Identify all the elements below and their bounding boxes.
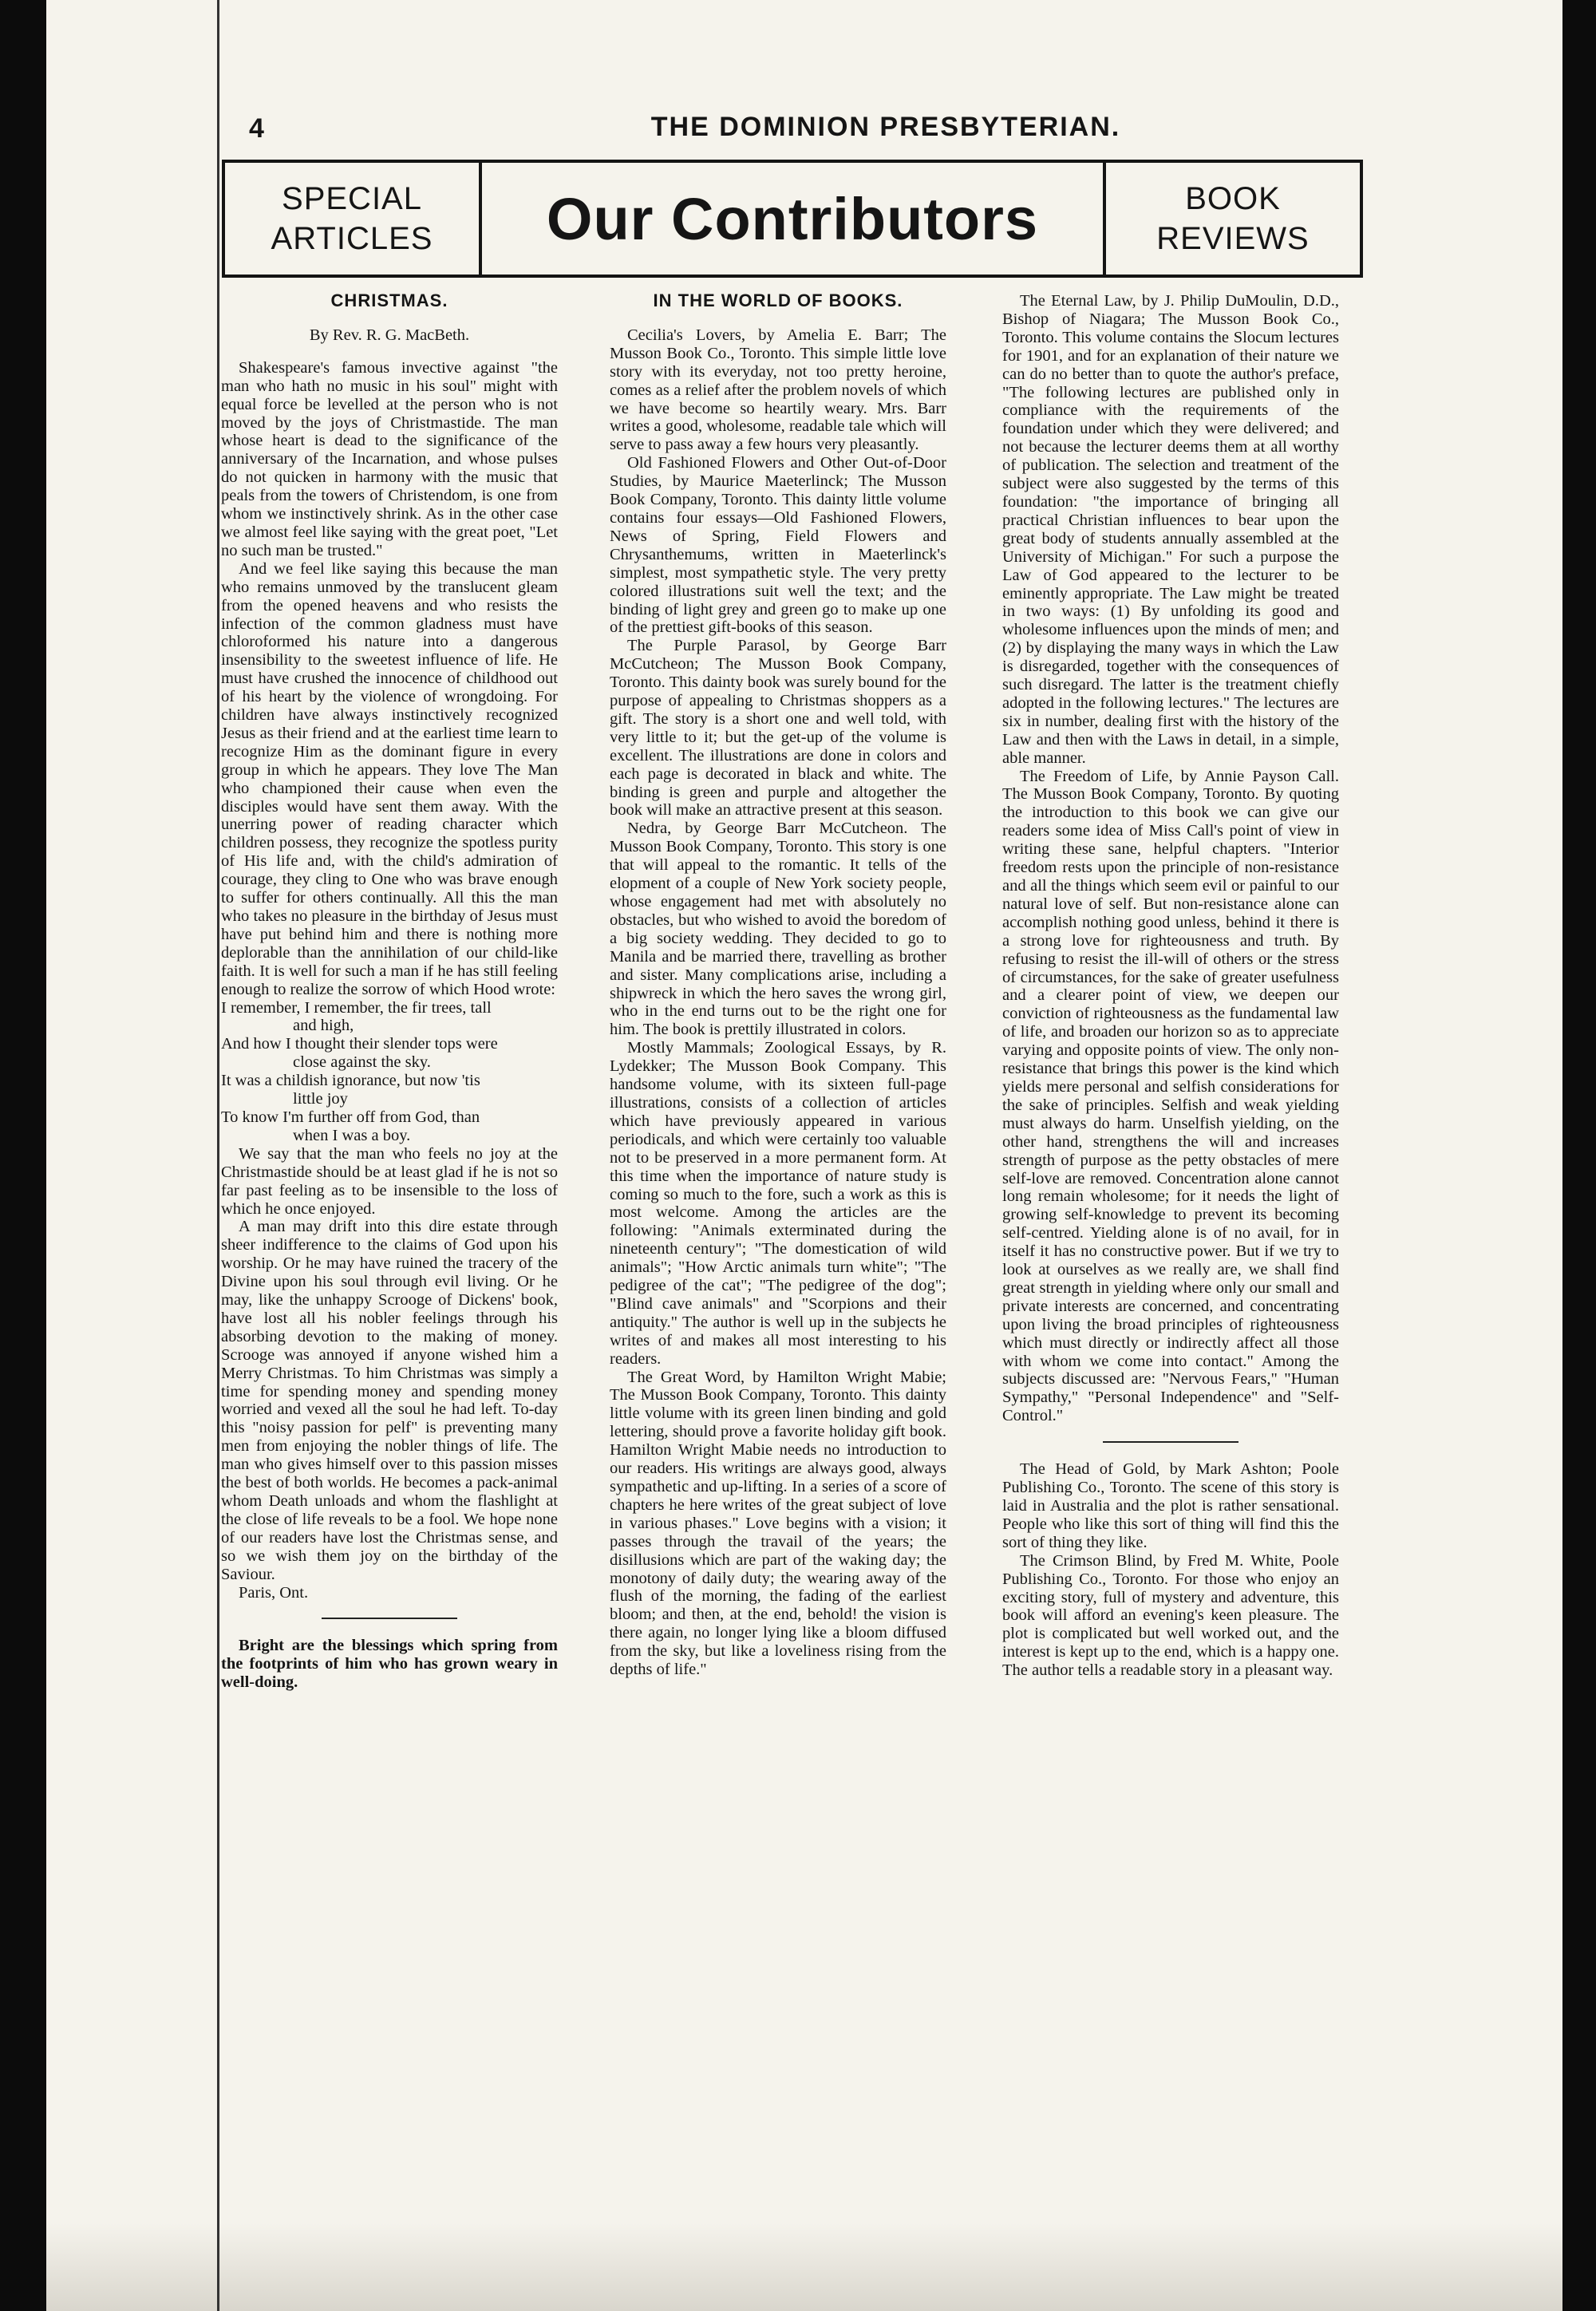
section-banner [222,160,1363,278]
scan-bottom-shading [46,2223,1562,2311]
poem-line: And how I thought their slender tops were [221,1035,498,1053]
banner-left-line1: SPECIAL [282,181,422,216]
banner-right-line1: BOOK [1185,181,1281,216]
poem-line: little joy [293,1090,348,1108]
book-review: Cecilia's Lovers, by Amelia E. Barr; The Musson Book Co., Toronto. This simple little love story with its everyday, not too pretty heroine, comes as a relief after the problem novels of which we have become so heartily weary. Mrs. Barr writes a good, wholesome, readable tale which will serve to pass away a few hours very pleasantly. [610,326,946,454]
divider-rule [1103,1441,1238,1443]
banner-left-box [225,163,482,275]
page-edge-shadow [217,0,219,2311]
column-christmas [221,292,558,1692]
book-review: Nedra, by George Barr McCutcheon. The Musson Book Company, Toronto. This story is one that will appeal to the romantic. It tells of the elopment of a couple of New York society people, whose engagement had met with absolutely no obstacles, but who wished to avoid the boredom of a big society wedding. They decided to go to Manila and be married there, travelling as brother and sister. Many complications arise, including a shipwreck in which the hero saves the wrong girl, who in the end turns out to be the right one for him. The book is prettily illustrated in colors. [610,820,946,1039]
poem-line: To know I'm further off from God, than [221,1108,480,1126]
poem-line: close against the sky. [293,1053,431,1072]
book-review: The Great Word, by Hamilton Wright Mabie; The Musson Book Company, Toronto. This dainty little volume with its green linen binding and gold lettering, should prove a favorite holiday gift book. Hamilton Wright Mabie needs no introduction to our readers. His writings are always good, always sympathetic and up-lifting. In a series of a score of chapters he here writes of the great subject of love in various phases." Love begins with a vision; it passes through the travail of the years; the disillusions which are part of the waking day; the monotony of daily duty; the wearing away of the flush of the morning, the fading of the earliest bloom; and then, at the end, behold! the vision is there again, no longer lying like a bloom diffused from the sky, but like a loveliness rising from the depths of life." [610,1368,946,1679]
poem-line: and high, [293,1017,354,1035]
banner-title: Our Contributors [546,185,1039,252]
christmas-paragraph: Shakespeare's famous invective against "the man who hath no music in his soul" might with equal force be levelled at the person who is not moved by the joys of Christmastide. The man whose heart is dead to the significance of the anniversary of the Incarnation, and whose pulses do not quicken in harmony with the music that peals from the towers of Christendom, is one from whom we instinctively shrink. As in the other case we almost feel like saying with the great poet, "Let no such man be trusted." [221,358,558,559]
poem-line: It was a childish ignorance, but now 'tis [221,1072,480,1090]
book-review: The Crimson Blind, by Fred M. White, Poole Publishing Co., Toronto. For those who enjoy an exciting story, full of mystery and adventure, this book will afford an evening's keen pleasure. The plot is complicated but well worked out, and the interest is kept up to the end, which is a happy one. The author tells a readable story in a pleasant way. [1002,1551,1339,1680]
book-review: The Head of Gold, by Mark Ashton; Poole Publishing Co., Toronto. The scene of this story is laid in Australia and the plot is rather sensational. People who like this sort of thing will find this the sort of thing they like. [1002,1460,1339,1551]
book-review: The Purple Parasol, by George Barr McCutcheon; The Musson Book Company, Toronto. This dainty book was surely bound for the purpose of appealing to Christmas shoppers as a gift. The story is a short one and well told, with very little to it; but the get-up of the volume is excellent. The illustrations are done in colors and each page is decorated in black and white. The binding is green and purple and altogether the book will make an attractive present at this season. [610,637,946,820]
book-review: Mostly Mammals; Zoological Essays, by R. Lydekker; The Musson Book Company. This handsome volume, with its sixteen full-page illustrations, consists of a collection of articles which have previously appeared in various periodicals, and which were certainly too valuable not to be preserved in a more permanent form. At this time when the importance of nature study is coming so much to the fore, such a work as this is most welcome. Among the articles are the following: "Animals exterminated during the nineteenth century"; "The domestication of wild animals"; "How Arctic animals turn white"; "The pedigree of the cat"; "The pedigree of the dog"; "Blind cave animals" and "Scorpions and their antiquity." The author is well up in the subjects he writes of and makes all most interesting to his readers. [610,1039,946,1368]
epigraph: Bright are the blessings which spring from the footprints of him who has grown weary in well-doing. [221,1637,558,1692]
christmas-byline: By Rev. R. G. MacBeth. [309,326,470,344]
book-review: The Eternal Law, by J. Philip DuMoulin, D.D., Bishop of Niagara; The Musson Book Co., Toronto. This volume contains the Slocum lectures for 1901, and for an explanation of their nature we can do no better than to quote the author's preface, "The following lectures are published only in compliance with the requirements of the foundation under which they were delivered; and not because the lecturer deems them at all worthy of publication. The selection and treatment of the subject were also suggested by the terms of this foundation: "the importance of bringing all practical Christian influences to bear upon the great body of students annually assembled at the University of Michigan." For such a purpose the Law of God appeared to the lecturer to be eminently appropriate. The Law might be treated in two ways: (1) By unfolding its good and wholesome influences upon the minds of men; and (2) by displaying the many ways in which the Law is disregarded, together with the consequences of such disregard. The latter is the treatment chiefly adopted in the following lectures." The lectures are six in number, dealing first with the history of the Law and then with the Laws in detail, in a simple, able manner. [1002,292,1339,767]
banner-title-box [482,163,1103,275]
column-reviews-continued [1002,292,1339,1680]
hood-poem [221,999,558,1145]
christmas-place: Paris, Ont. [239,1583,309,1602]
banner-right-line2: REVIEWS [1156,221,1310,256]
books-heading: IN THE WORLD OF BOOKS. [653,290,903,310]
book-review: Old Fashioned Flowers and Other Out-of-Door Studies, by Maurice Maeterlinck; The Musson Book Company, Toronto. This dainty little volume contains four essays—Old Fashioned Flowers, News of Spring, Field Flowers and Chrysanthemums, written in Maeterlinck's simplest, most sympathetic style. The very pretty colored illustrations suit well the text; and the binding of light grey and green go to make up one of the prettiest gift-books of this season. [610,454,946,637]
banner-right-box [1103,163,1360,275]
christmas-heading: CHRISTMAS. [330,290,448,310]
book-review: The Freedom of Life, by Annie Payson Call. The Musson Book Company, Toronto. By quoting the introduction to this book we can give our readers some idea of Miss Call's point of view in writing these sane, helpful chapters. "Interior freedom rests upon the principle of non-resistance and all the things which seem evil or painful to our natural love of self. But non-resistance alone can accomplish nothing good unless, behind it there is a strong love for righteousness and truth. By refusing to resist the ill-will of others or the stress of circumstances, for the sake of greater usefulness and a clearer point of view, we deepen our conviction of righteousness as the fundamental law of life, and broaden our horizon so as to appreciate varying and opposite points of view. The only non-resistance that brings this power is the kind which yields mere personal and selfish considerations for the sake of principles. Selfish and weak yielding must always do harm. Unselfish yielding, on the other hand, strengthens the will and increases strength of purpose as the petty obstacles of mere self-love are removed. Concentration alone cannot long remain wholesome; for it needs the light of growing self-knowledge to prevent its becoming self-centred. Yielding alone is of no avail, for in itself it has no constructive power. But if we try to look at ourselves as we really are, we shall find great strength in yielding where only our small and private interests are concerned, and concentrating upon living the broad principles of righteousness which must directly or indirectly affect all those with whom we come into contact." Among the subjects discussed are: "Nervous Fears," "Human Sympathy," "Personal Independence" and "Self-Control." [1002,767,1339,1425]
scan-border-right [1562,0,1596,2311]
page-number: 4 [249,113,264,144]
scan-border-left [0,0,46,2311]
banner-left-line2: ARTICLES [271,221,433,256]
christmas-paragraph: And we feel like saying this because the man who remains unmoved by the translucent gleam from the opened heavens and who resists the infection of the common gladness must have chloroformed his nature into a dangerous insensibility to the sweetest influence of life. He must have crushed the innocence of childhood out of his heart by the violence of wrongdoing. For children have always instinctively recognized Jesus as their friend and at the earliest time learn to recognize Him as the dominant figure in every group in which he appears. They love The Man who championed their cause when even the disciples would have sent them away. With the unerring power of reading character which children possess, they recognize the spotless purity of His life and, with the child's admiration of courage, they cling to One who was brave enough to suffer for others continually. All this the man who takes no pleasure in the birthday of Jesus must have put behind him and there is nothing more deplorable than the annihilation of our child-like faith. It is well for such a man if he has still feeling enough to realize the sorrow of which Hood wrote: [221,559,558,998]
poem-line: when I was a boy. [293,1126,411,1144]
christmas-paragraph: We say that the man who feels no joy at the Christmastide should be at least glad if he is not so far past feeling as to be insensible to the loss of which he once enjoyed. [221,1144,558,1218]
column-world-of-books [610,292,946,1679]
christmas-paragraph: A man may drift into this dire estate through sheer indifference to the claims of God upon his worship. Or he may have ruined the tracery of the Divine upon his soul through evil living. Or he may, like the unhappy Scrooge of Dickens' book, have lost all his nobler feelings through his absorbing devotion to the making of money. Scrooge was annoyed if anyone wished him a Merry Christmas. To him Christmas was simply a time for spending money and spending money worried and vexed all the soul he had left. To-day this "noisy passion for pelf" is preventing many men from enjoying the nobler things of life. The man who gives himself over to this passion misses the best of both worlds. He becomes a pack-animal whom Death unloads and whom the flashlight at the close of life reveals to be a fool. We hope none of our readers have lost the Christmas sense, and so we wish them joy on the birthday of the Saviour. [221,1218,558,1583]
divider-rule [322,1618,457,1619]
running-title: THE DOMINION PRESBYTERIAN. [650,112,1121,142]
poem-line: I remember, I remember, the fir trees, tall [221,998,492,1017]
